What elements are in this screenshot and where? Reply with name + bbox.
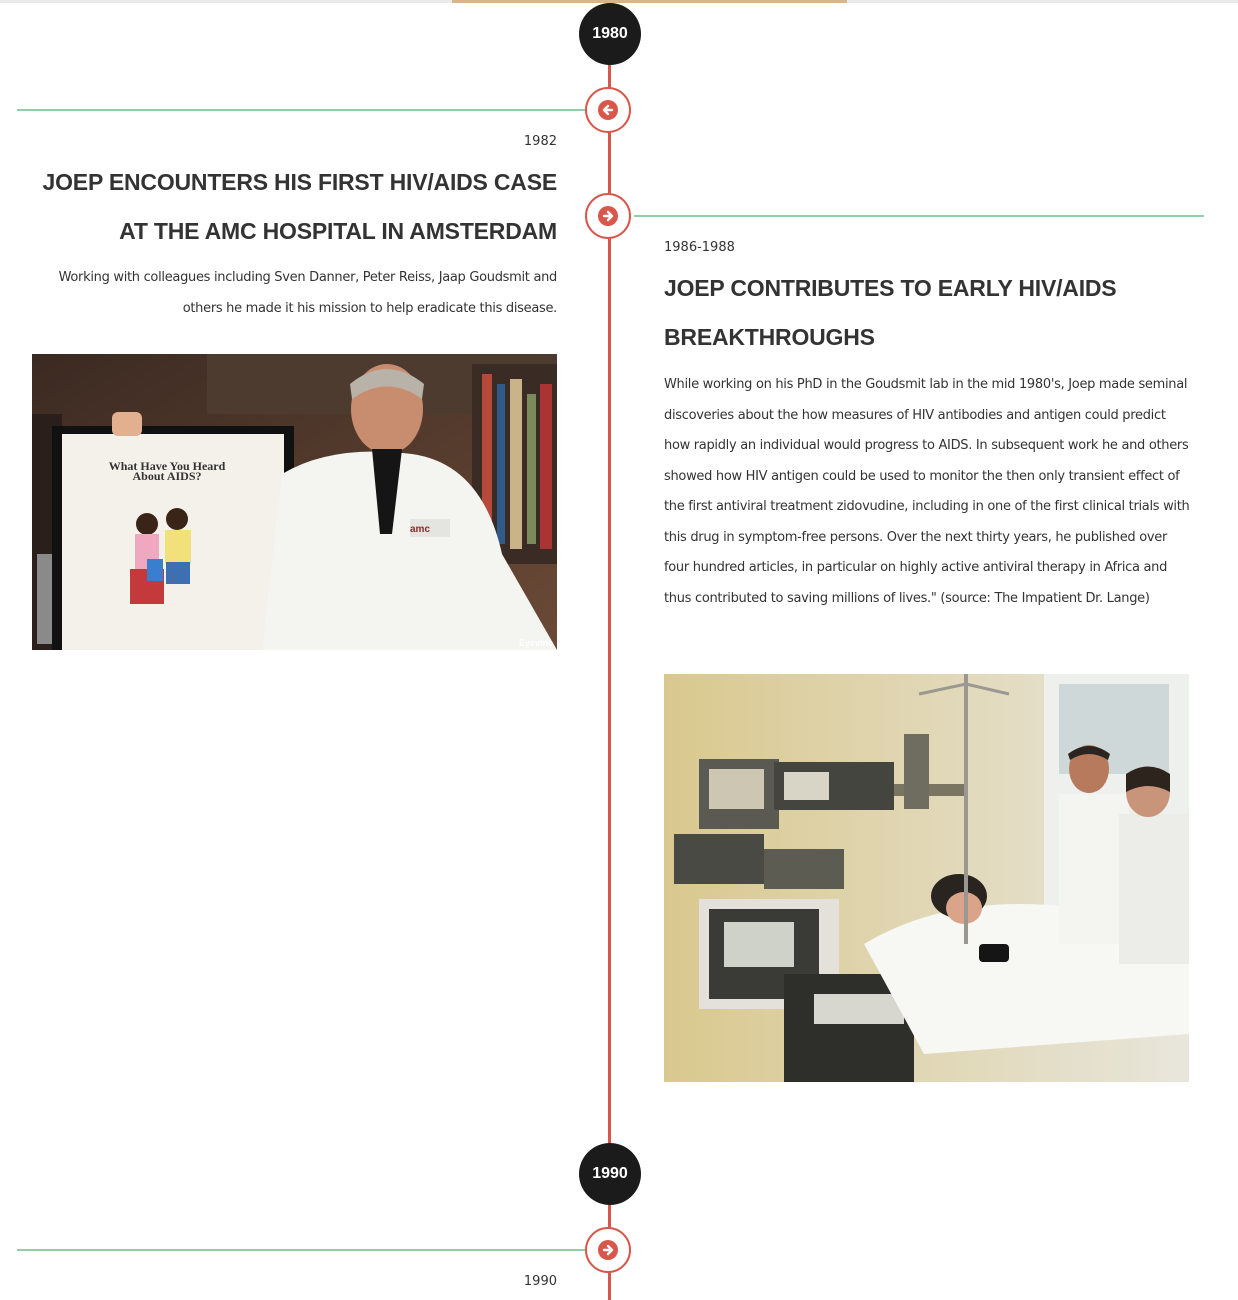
event-description: Working with colleagues including Sven Danner, Peter Reiss, Jaap Goudsmit and others he made it his mission to help eradicate this disease.: [58, 270, 557, 316]
event-year: 1990: [523, 1274, 557, 1289]
event-title: JOEP ENCOUNTERS HIS FIRST HIV/AIDS CASE AT THE AMC HOSPITAL IN AMSTERDAM: [42, 169, 557, 244]
event-photo-doctor-with-aids-poster: [32, 354, 557, 650]
previous-section-edge: [0, 0, 1238, 3]
decade-label: 1990: [592, 1165, 628, 1182]
photo-illustration: [664, 674, 1189, 1082]
event-photo-clinical-lab: [664, 674, 1189, 1082]
event-connector-1990: [17, 1249, 587, 1251]
decade-label: 1980: [592, 25, 628, 42]
event-description: While working on his PhD in the Goudsmit lab in the mid 1980's, Joep made seminal discoveries about the how measures of HIV antibodies and antigen could predict how rapidly an individual would progress to AIDS. In subsequent work he and others showed how HIV antigen could be used to monitor the then only transient effect of the first antiviral treatment zidovudine, including in one of the first clinical trials with this drug in symptom-free persons. Over the next thirty years, he published over four hundred articles, in particular on highly active antiviral therapy in Africa and thus contributed to saving millions of lives." (source: The Impatient Dr. Lange): [664, 377, 1190, 606]
event-connector-1982: [17, 109, 587, 111]
previous-photo-edge: [452, 0, 847, 3]
event-connector-1986-1988: [634, 215, 1204, 217]
svg-text:What Have You Heard: What Have You Heard: [108, 459, 226, 473]
event-node-1990[interactable]: [585, 1227, 631, 1273]
event-title: JOEP CONTRIBUTES TO EARLY HIV/AIDS BREAKTHROUGHS: [664, 275, 1117, 350]
svg-text:amc: amc: [410, 524, 431, 535]
decade-marker-1980: [579, 3, 641, 65]
event-year: 1986-1988: [664, 240, 735, 255]
arrow-right-icon: [598, 1240, 618, 1260]
arrow-left-icon: [598, 100, 618, 120]
decade-marker-1990: [579, 1143, 641, 1205]
event-node-1986-1988[interactable]: [585, 193, 631, 239]
svg-text:About AIDS?: About AIDS?: [132, 469, 202, 483]
arrow-right-icon: [598, 206, 618, 226]
event-year: 1982: [523, 134, 557, 149]
photo-illustration: [32, 354, 557, 650]
photo-credit: Eyevine: [518, 638, 553, 648]
event-node-1982[interactable]: [585, 87, 631, 133]
